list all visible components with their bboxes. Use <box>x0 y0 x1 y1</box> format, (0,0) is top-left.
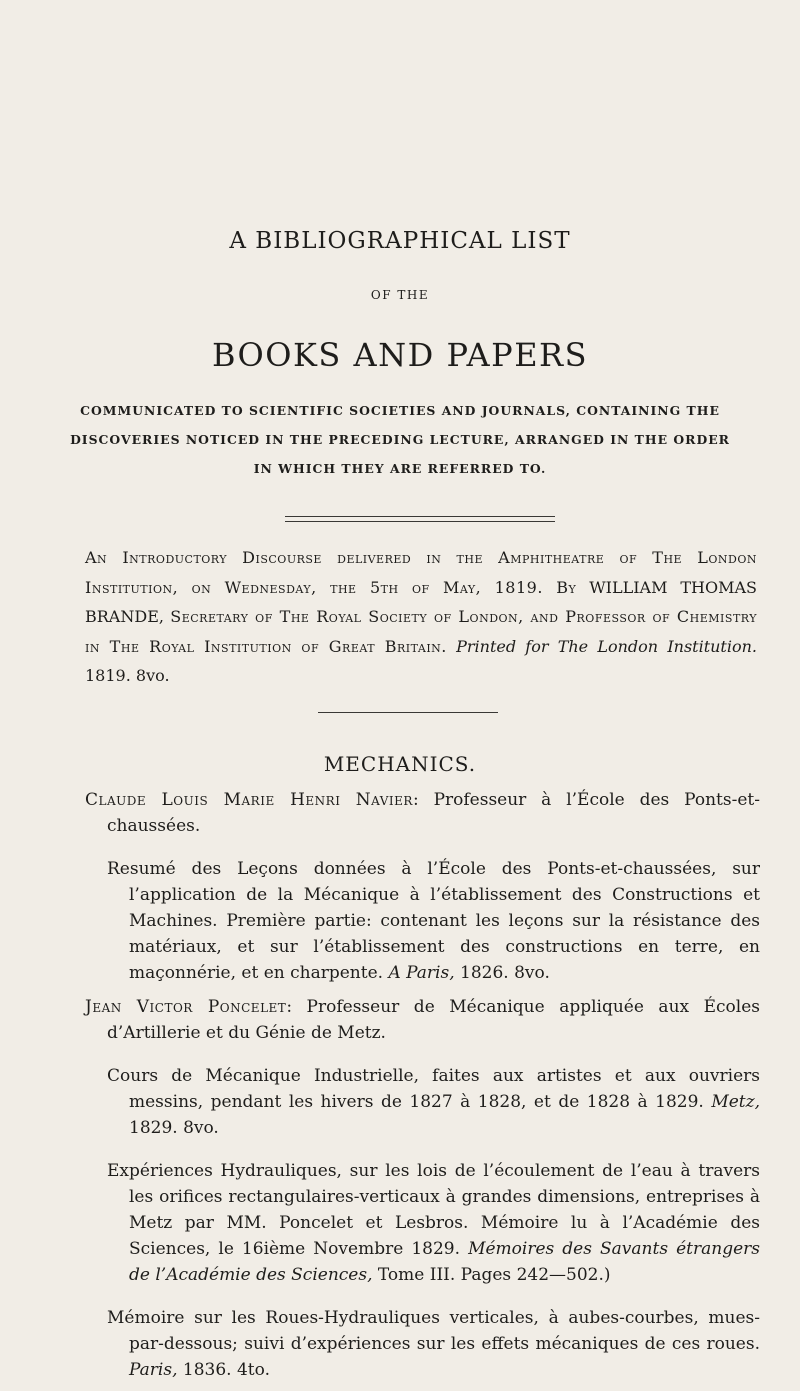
work-entry <box>107 856 760 986</box>
single-rule-divider <box>318 712 498 713</box>
work-text: Cours de Mécanique Industrielle, faites aux artistes et aux ouvriers messins, pendant les hivers de 1827 à 1828, et de 1828 à 1829. <box>107 1066 760 1112</box>
work-entry <box>107 1305 760 1383</box>
work-date: 1836. 4to. <box>182 1360 270 1380</box>
work-place: Mémoires des Savants étrangers de l’Académie des Sciences, <box>129 1239 760 1285</box>
title-line-3: BOOKS AND PAPERS <box>211 336 589 374</box>
work-place: A Paris, <box>388 963 455 983</box>
subtitle: COMMUNICATED TO SCIENTIFIC SOCIETIES AND JOURNALS, CONTAINING THE DISCOVERIES NOTICED IN THE PRECEDING LECTURE, ARRANGED IN THE ORDER IN WHICH THEY ARE REFERRED TO. <box>70 403 730 476</box>
intro-date: 1819. 8vo. <box>85 666 170 685</box>
title-line-1: A BIBLIOGRAPHICAL LIST <box>229 228 571 254</box>
work-entry <box>107 1158 760 1288</box>
introductory-discourse <box>85 543 757 691</box>
work-text: Resumé des Leçons données à l’École des Ponts-et-chaussées, sur l’application de la Mécanique à l’établissement des Constructions et Machines. Première partie: contenant les leçons sur la résistance des matériaux, et sur l’établissement des constructions en terre, en maçonnérie, et en charpente. <box>107 859 760 983</box>
work-place: Paris, <box>129 1360 178 1380</box>
bibliography-entries <box>85 787 760 1391</box>
work-place: Metz, <box>711 1092 760 1112</box>
author-entry-poncelet <box>85 994 760 1046</box>
work-date: 1826. 8vo. <box>460 963 550 983</box>
author-role: : Professeur à l’École des Ponts-et-chaussées. <box>107 790 760 836</box>
intro-printed-for: Printed for The London Institution. <box>456 636 758 656</box>
work-text: Mémoire sur les Roues-Hydrauliques verticales, à aubes-courbes, mues-par-dessous; suivi d’expériences sur les effets mécaniques de ces roues. <box>107 1308 760 1354</box>
work-text: Expériences Hydrauliques, sur les lois de l’écoulement de l’eau à travers les orifices rectangulaires-verticaux à grandes dimensions, entreprises à Metz par MM. Poncelet et Lesbros. Mémoire lu à l’Académie des Sciences, le 16ième Novembre 1829. <box>107 1161 760 1259</box>
work-date: Tome III. Pages 242—502.) <box>377 1265 611 1285</box>
author-name: Claude Louis Marie Henri Navier <box>85 790 413 810</box>
intro-author: WILLIAM THOMAS BRANDE, <box>85 577 757 626</box>
author-role: : Professeur de Mécanique appliquée aux Écoles d’Artillerie et du Génie de Metz. <box>107 997 761 1043</box>
title-line-2: OF THE <box>370 288 430 302</box>
author-name: Jean Victor Poncelet <box>85 997 287 1017</box>
intro-text-1: An Introductory Discourse delivered in the Amphitheatre of The London Institution, on Wednesday, the 5th of May, 1819. By <box>85 548 757 597</box>
section-heading: MECHANICS. <box>323 752 477 776</box>
double-rule-divider <box>285 516 555 522</box>
intro-text-2: Secretary of The Royal Society of London, and Professor of Chemistry in The Royal Institution of Great Britain. <box>85 607 757 656</box>
author-entry-navier <box>85 787 760 839</box>
work-entry <box>107 1063 760 1141</box>
work-date: 1829. 8vo. <box>129 1118 219 1138</box>
